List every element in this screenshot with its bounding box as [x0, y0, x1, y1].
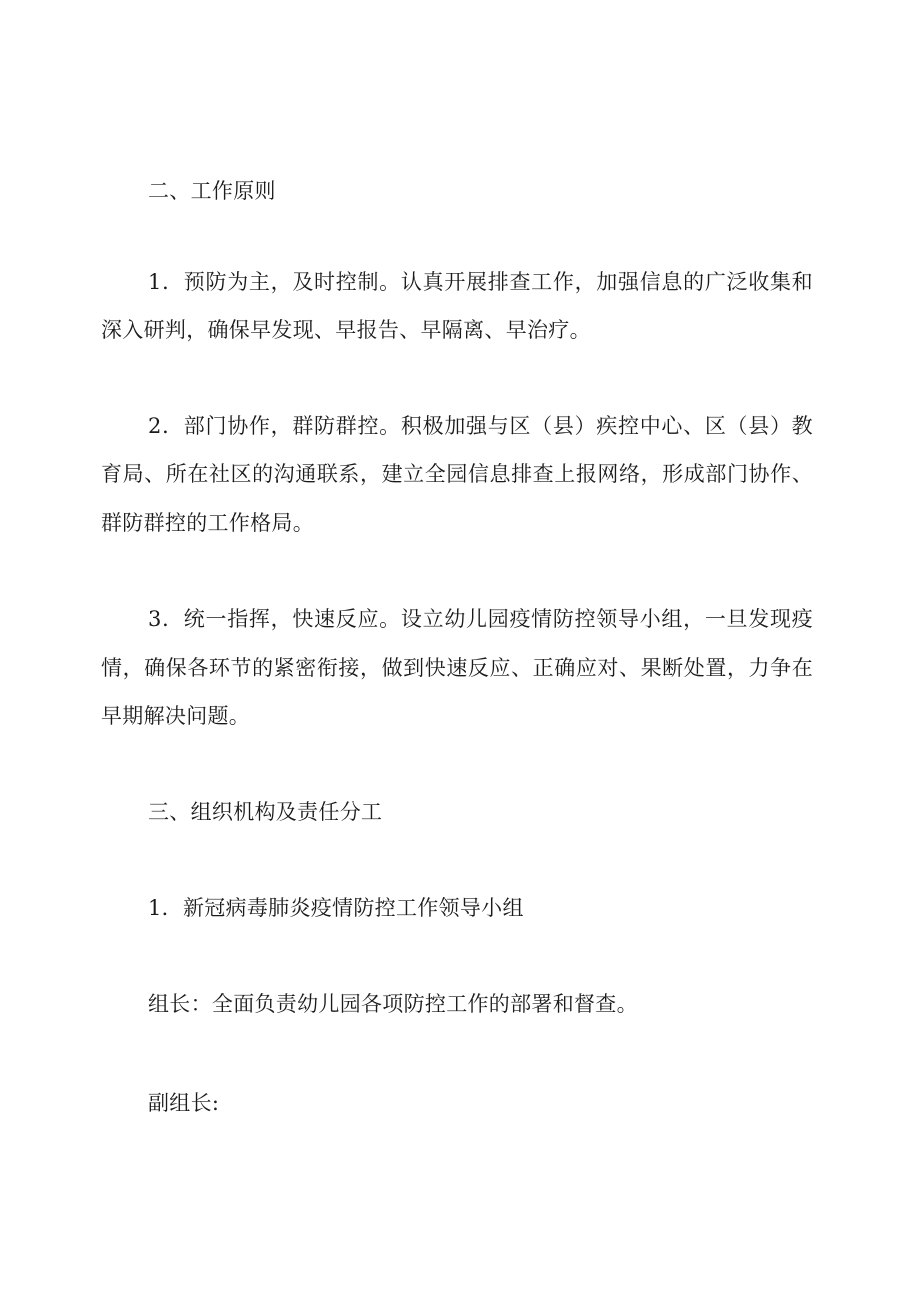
principle1-line2: 深入研判，确保早发现、早报告、早隔离、早治疗。: [101, 318, 591, 342]
principle2-line1: 2．部门协作，群防群控。积极加强与区（县）疾控中心、区（县）教: [148, 414, 813, 438]
principle3-line3: 早期解决问题。: [101, 704, 251, 728]
section3-heading: 三、组织机构及责任分工: [148, 800, 383, 824]
section2-heading: 二、工作原则: [148, 179, 276, 203]
principle1-line1: 1．预防为主，及时控制。认真开展排查工作，加强信息的广泛收集和: [148, 270, 813, 294]
principle3-line2: 情，确保各环节的紧密衔接，做到快速反应、正确应对、果断处置，力争在: [101, 656, 813, 680]
principle2-line3: 群防群控的工作格局。: [101, 511, 314, 535]
deputy-line: 副组长:: [148, 1091, 220, 1115]
leader-line: 组长：全面负责幼儿园各项防控工作的部署和督查。: [148, 992, 638, 1016]
principle2-line2: 育局、所在社区的沟通联系，建立全园信息排查上报网络，形成部门协作、: [101, 462, 813, 486]
principle3-line1: 3．统一指挥，快速反应。设立幼儿园疫情防控领导小组，一旦发现疫: [148, 607, 813, 631]
group-heading: 1．新冠病毒肺炎疫情防控工作领导小组: [148, 896, 524, 920]
